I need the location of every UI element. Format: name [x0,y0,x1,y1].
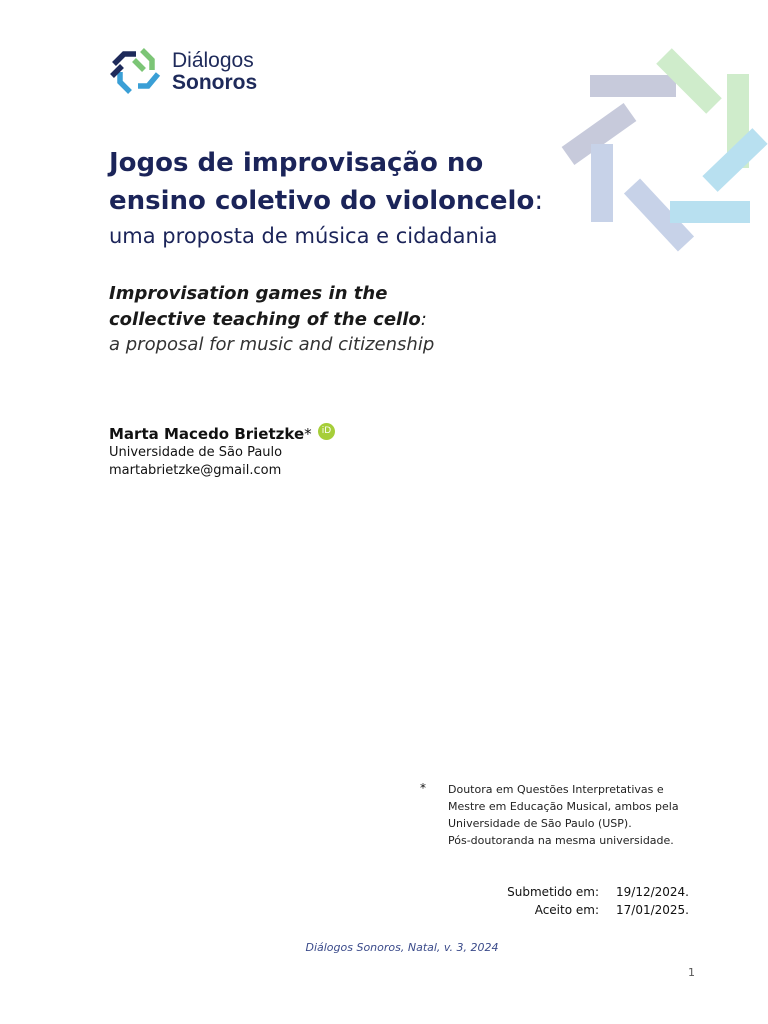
submitted-value: 19/12/2024. [616,885,689,899]
footnote-line: Pós-doutoranda na mesma universidade. [448,834,674,847]
author-affiliation: Universidade de São Paulo [109,445,283,460]
article-subtitle-en: a proposal for music and citizenship [109,334,435,355]
footnote-text [448,781,708,849]
journal-logo-text [172,50,257,94]
logo-line-2: Sonoros [172,71,258,94]
logo-line-1: Diálogos [172,49,254,72]
submitted-label: Submetido em: [507,885,599,899]
title-pt-text: Jogos de improvisação no ensino coletivo do violoncelo [109,148,535,216]
orcid-icon[interactable]: iD [318,423,335,440]
author-name-line [109,424,312,444]
author-footnote-marker: * [304,425,312,443]
accepted-label: Aceito em: [534,903,599,917]
author-name: Marta Macedo Brietzke [109,425,305,443]
article-title-pt [109,144,589,220]
title-en-line-2: collective teaching of the cello [109,309,421,330]
journal-citation-footer: Diálogos Sonoros, Natal, v. 3, 2024 [305,941,499,954]
submitted-row [470,883,700,901]
footnote-line: Doutora em Questões Interpretativas e [448,783,664,796]
journal-logo-icon [108,46,164,98]
footnote-marker: * [420,781,426,795]
author-email[interactable]: martabrietzke@gmail.com [109,463,282,478]
accepted-row [470,901,700,919]
submission-dates [470,883,700,919]
title-pt-colon: : [534,186,544,216]
decorative-logo-watermark-icon [560,44,768,254]
page-number: 1 [688,966,695,979]
footnote-line: Mestre em Educação Musical, ambos pela [448,800,679,813]
article-subtitle-pt: uma proposta de música e cidadania [109,224,498,248]
article-title-en [109,281,529,333]
title-en-line-1: Improvisation games in the [109,283,388,304]
accepted-value: 17/01/2025. [616,903,689,917]
title-en-colon: : [420,309,427,330]
footnote-line: Universidade de São Paulo (USP). [448,817,632,830]
